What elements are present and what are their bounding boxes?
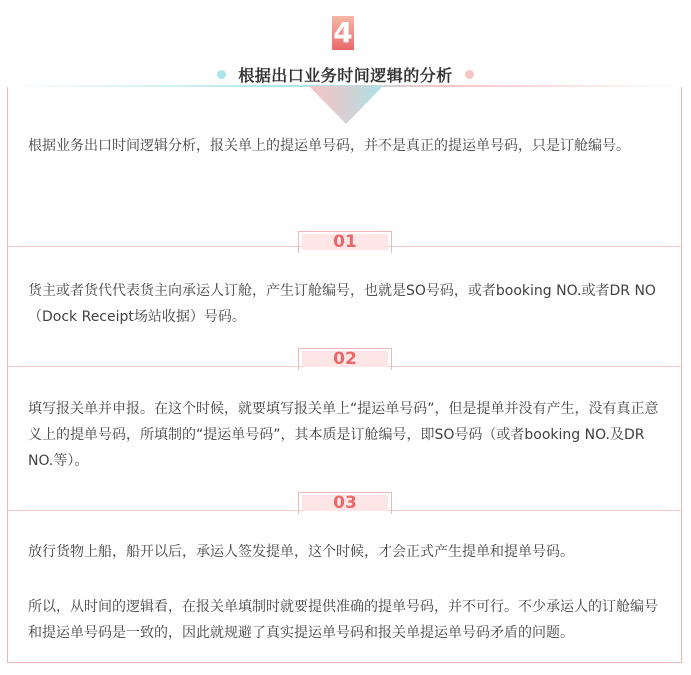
section-02-text: 填写报关单并申报。在这个时候，就要填写报关单上“提运单号码”，但是提单并没有产生，没有真正意义上的提单号码，所填制的“提运单号码”，其本质是订舱编号，即SO号码（或者booking NO.及DR NO.等）。: [28, 401, 659, 469]
intro-paragraph: 根据业务出口时间逻辑分析，报关单上的提运单号码，并不是真正的提运单号码，只是订舱编号。: [28, 138, 630, 154]
section-03-label: [302, 492, 388, 513]
section-number-badge: [332, 16, 354, 50]
section-01-text: 货主或者货代代表货主向承运人订舱，产生订舱编号，也就是SO号码，或者booking NO.或者DR NO（Dock Receipt场站收据）号码。: [28, 283, 656, 325]
teal-dot-icon: [217, 70, 226, 79]
section-03-text: 放行货物上船，船开以后，承运人签发提单，这个时候，才会正式产生提单和提单号码。: [28, 544, 574, 560]
conclusion-paragraph: 所以，从时间的逻辑看，在报关单填制时就要提供准确的提单号码，并不可行。不少承运人的订舱编号和提运单号码是一致的，因此就规避了真实提运单号码和报关单提运单号码矛盾的问题。: [28, 599, 658, 641]
section-01-label: [302, 231, 388, 252]
section-title-row: [0, 62, 691, 86]
section-title: 根据出口业务时间逻辑的分析: [238, 65, 453, 85]
section-number: 4: [333, 16, 353, 49]
section-02-number: 02: [333, 348, 357, 369]
section-01-number: 01: [333, 231, 357, 252]
pink-dot-icon: [465, 70, 474, 79]
section-03-number: 03: [333, 492, 357, 513]
content-frame: [7, 87, 682, 663]
section-02-label: [302, 348, 388, 369]
